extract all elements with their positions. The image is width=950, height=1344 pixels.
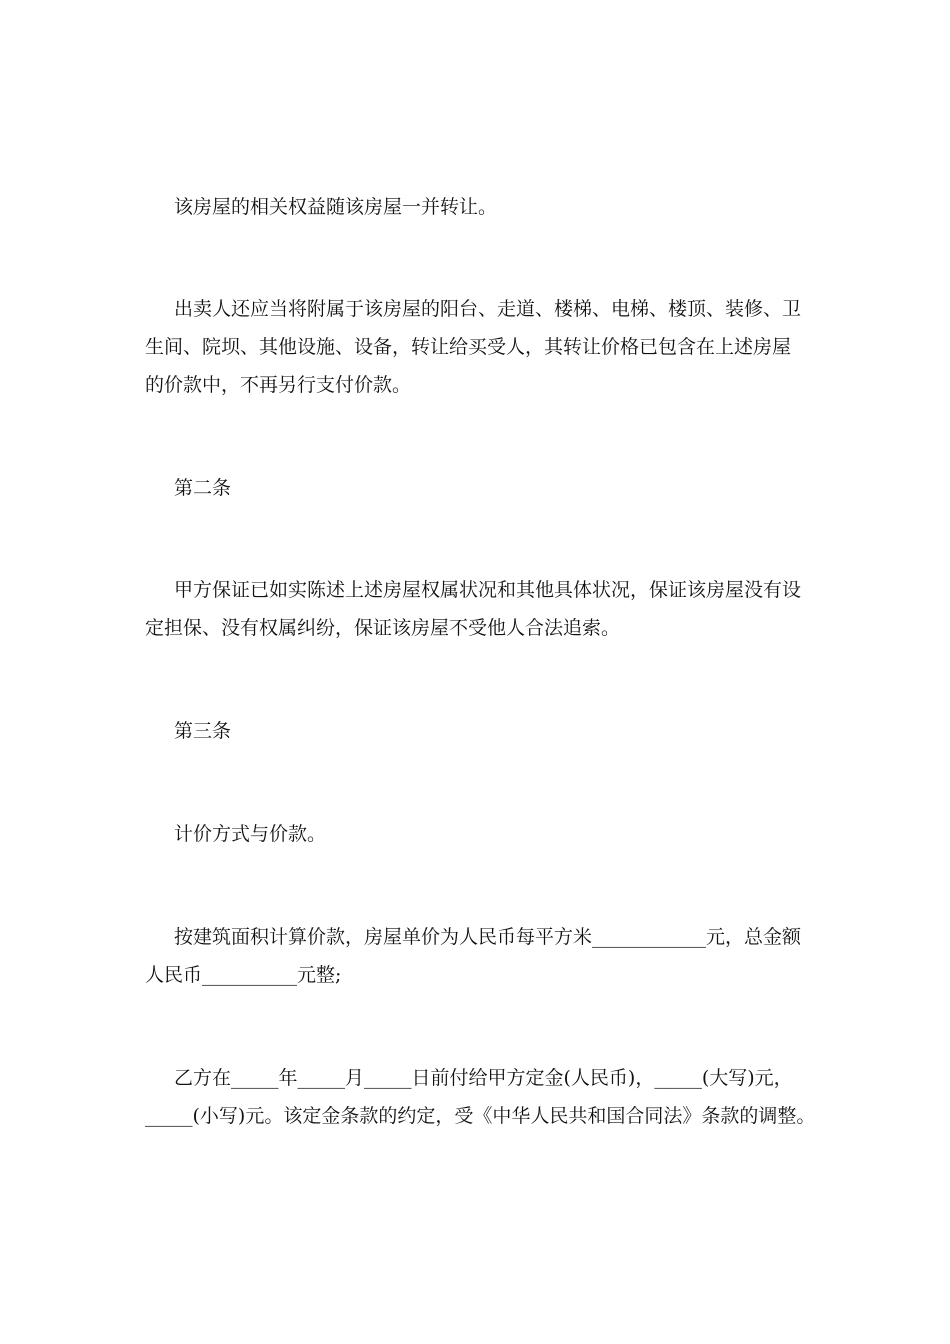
- paragraph-rights-transfer: [145, 188, 825, 226]
- paragraph-line: 按建筑面积计算价款，房屋单价为人民币每平方米____________元，总金额: [174, 926, 802, 948]
- paragraph-line: 计价方式与价款。: [174, 823, 327, 845]
- paragraph-line: 该房屋的相关权益随该房屋一并转让。: [174, 196, 498, 218]
- heading-text: 第二条: [174, 477, 232, 499]
- heading-text: 第三条: [174, 720, 232, 742]
- paragraph-line: 人民币__________元整;: [145, 964, 342, 986]
- paragraph-line: 的价款中，不再另行支付价款。: [145, 374, 412, 396]
- paragraph-attached-facilities: [145, 290, 825, 404]
- article-heading-2: [145, 469, 825, 507]
- paragraph-price-by-area: [145, 918, 825, 994]
- article-heading-3: [145, 712, 825, 750]
- paragraph-seller-guarantee: [145, 571, 825, 647]
- paragraph-line: 乙方在_____年_____月_____日前付给甲方定金(人民币)，_____(大写)元，: [174, 1067, 793, 1089]
- paragraph-pricing-method: [145, 815, 825, 853]
- paragraph-line: _____(小写)元。该定金条款的约定，受《中华人民共和国合同法》条款的调整。: [145, 1105, 816, 1127]
- paragraph-deposit: [145, 1059, 825, 1135]
- paragraph-line: 甲方保证已如实陈述上述房屋权属状况和其他具体状况，保证该房屋没有设: [174, 579, 802, 601]
- paragraph-line: 出卖人还应当将附属于该房屋的阳台、走道、楼梯、电梯、楼顶、装修、卫: [174, 298, 802, 320]
- paragraph-line: 定担保、没有权属纠纷，保证该房屋不受他人合法追索。: [145, 617, 621, 639]
- paragraph-line: 生间、院坝、其他设施、设备，转让给买受人，其转让价格已包含在上述房屋: [145, 336, 792, 358]
